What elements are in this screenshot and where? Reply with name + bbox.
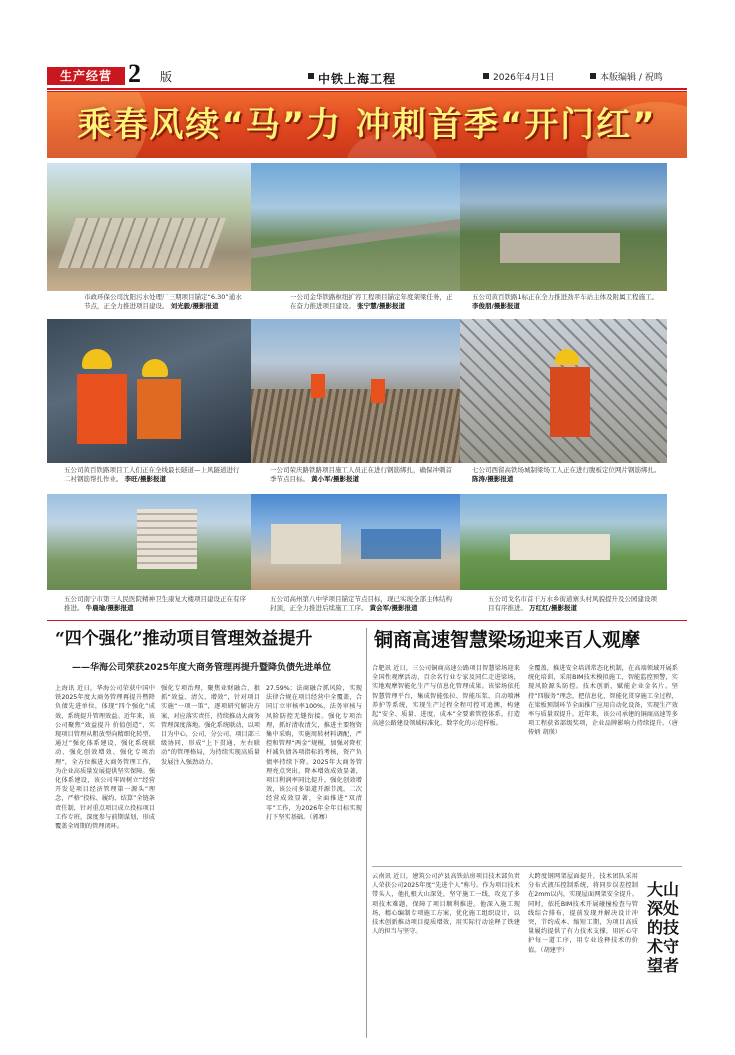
article3-column-1: 云南讯 近日，建筑公司泸县高铁站房项目技术部负责人荣获公司2025年度“先进个人”称号。作为项目技术带头人，他扎根大山深处，坚守施工一线，攻克了多项技术难题，保障了项目顺利推进。他深入施工现场，精心编制专项施工方案，优化施工组织设计，以技术创新推动项目提质增效，用实际行动诠释了铁建人的担当与坚守。 <box>372 873 520 936</box>
photo-caption: 五公司戈名市首干万水乡街道寨头村风貌提升及公园建设项目有序推进。 万红红/摄影报道 <box>488 595 657 612</box>
photo-hospital-building <box>47 494 251 590</box>
photo-wastewater-plant <box>47 163 251 291</box>
paper-name: 中铁上海工程 <box>318 72 397 86</box>
article2-column-2: 全覆盖，推进安全培训常态化机制，在高端领域开展系统化培训，采用BIM技术模拟施工，智能监控预警，实现风险源头防控。技术创新，赋能企业金名片。坚持“四服务”理念，把信息化、智能化贯穿施工全过程，在梁板预制环节全面推广应用自动化设备，实现生产效率与质量双提升。近年来，该公司承建的铜商高速等多项工程获省部级奖项，企业品牌影响力持续提升。（唐传炳 胡瑛） <box>528 665 678 737</box>
article3-column-2: 大跨度钢网架屋面提升，技术团队采用分布式液压控制系统，将同步误差控制在2mm以内，实现屋面网架安全提升。同时，依托BIM技术开展碰撞检查与管线综合排布，提前发现并解决设计冲突，节约成本、缩短工期，为项目高质量履约提供了有力技术支撑，用匠心守护每一道工序，用专业诠释技术的价值。（胡建宇） <box>528 873 638 954</box>
banner-headline: 乘春风续“马”力 冲刺首季“开门红” <box>77 105 657 145</box>
square-icon <box>308 73 314 79</box>
photo-precast-yard <box>460 319 667 463</box>
photo-caption: 五公司黄百铁路项目工人们正在全线最长隧道—上风隧道进行二衬钢筋帮扎作业。 李旺/摄影报道 <box>64 466 240 483</box>
photo-railway-bridge <box>251 163 460 291</box>
page-number: 2 <box>128 59 141 88</box>
column-rule <box>366 628 367 1038</box>
article1-subtitle: ——华海公司荣获2025年度大商务管理再提升暨降负债先进单位 <box>72 663 332 673</box>
photo-rebar-workers <box>251 319 460 463</box>
masthead-rule <box>47 88 687 90</box>
photo-station-site <box>460 163 667 291</box>
article1-title: “四个强化”推动项目管理效益提升 <box>55 629 313 649</box>
article1-column-2: 27.59%；法商融合抓风险，实现法律合规在项目经营中全覆盖，合同订立审核率100%，法务审核与风险防控无缝衔接。强化专项治理，抓好清收清欠，推进主要物资集中采购，实施周转材料调配，严控和管理“两金”规模，加强对降杠杆减负债各项指标的考核，资产负债率持续下降。2025年大商务管理亮点突出，降本增效成效显著，项目利润率同比提升。强化创效增效，该公司多渠道开源节流，二次经营成效显著，全面推进“双清零”工作，为2026年全年目标实现打下坚实基础。（郭骞） <box>266 685 362 821</box>
article1-column-3: 强化专项治理，聚焦业财融合，狠抓“效益、清欠、增效”，针对项目实施“一项一策”，逐项研究解决方案，对应落实责任，持续推动大商务管理深度落地。强化系统联动，以项目为中心，公司、分公司、项目部三级协同，形成“上下贯通、左右联动”的管理格局，为持续实现高质量发展注入强劲动力。 <box>161 685 260 766</box>
photo-tunnel-workers <box>47 319 251 463</box>
headline-banner <box>47 92 687 158</box>
section-tag: 生产经营 <box>47 67 125 85</box>
photo-school-campus <box>251 494 460 590</box>
photo-caption: 五公司黄百铁路1标正在全力推进劲平车站主体及附属工程施工。 李俊朋/摄影报道 <box>472 293 659 310</box>
editor-credit: 本版编辑 / 祝鸣 <box>600 73 663 83</box>
photo-caption: 五公司南宁市第三人民医院精神卫生康复大楼项目建设正在有序推进。 牛晨瑜/摄影报道 <box>64 595 246 612</box>
article-divider <box>372 866 682 867</box>
issue-date: 2026年4月1日 <box>493 73 555 83</box>
article3-vertical-title: 大山深处的技术守望者 <box>646 880 679 975</box>
photo-caption: 一公司金华铁路枢纽扩容工程项目锚定年度架梁任务，正在奋力推进项目建设。 张宁慧/摄影报道 <box>290 293 453 310</box>
article2-title: 铜商高速智慧梁场迎来百人观摩 <box>374 629 641 651</box>
square-icon <box>483 73 489 79</box>
article2-column-1: 合肥讯 近日，三公司铜商高速公路项目智慧梁场迎来全国性观摩活动，百余名行业专家及同仁走进梁场，实地观摩智能化生产与信息化管理成果。该梁场依托智慧管理平台，集成智能张拉、智能压浆、自动喷淋养护等系统，实现生产过程全程可控可追溯，构建起“安全、质量、进度、成本”全要素管控体系，打造高速公路建设领域标准化、数字化的示范样板。 <box>372 665 520 728</box>
page-word: 版 <box>160 70 173 84</box>
article1-column-1: 上海讯 近日，华海公司荣获中国中铁2025年度大商务管理再提升暨降负债先进单位，体现“四个强化”成效，系统提升管理效益。近年来，该公司聚焦“效益提升 价值创造”，实现项目管理从粗放型向精细化转型，通过“强化体系建设、强化系统联动、强化创效增效、强化专项治理”，全方位推进大商务管理工作，为企业高质量发展提供坚实保障。强化体系建设，该公司牢固树立“经营开发是项目经济管理第一源头”理念，严格“投标、履约、结算”全链条责任制，针对重点项目成立投标项目工作专班，深度参与前期谋划，形成覆盖全周期的管理闭环。 <box>55 685 155 831</box>
photo-caption: 五公司高州第八中学项目锚定节点目标，现已实现全部主体结构封顶，正全力推进后续施工工序。 黄会军/摄影报道 <box>270 595 452 612</box>
photo-caption: 七公司西留高铁场城制梁场工人正在进行腹板定位网片钢筋绑扎。 陈涛/摄影报道 <box>472 466 661 483</box>
photo-caption: 市政环保公司沈阳污水处理厂三期项目锚定“6.30”通水节点，正全力推进项目建设。 刘光毅/摄影报道 <box>84 293 242 310</box>
photo-caption: 一公司荣庆路铁路项目施工人员正在进行钢筋绑扎，确保冲刺首季节点目标。 黄小军/摄影报道 <box>270 466 452 483</box>
section-divider <box>47 620 687 621</box>
photo-village-park <box>460 494 667 590</box>
square-icon <box>590 73 596 79</box>
